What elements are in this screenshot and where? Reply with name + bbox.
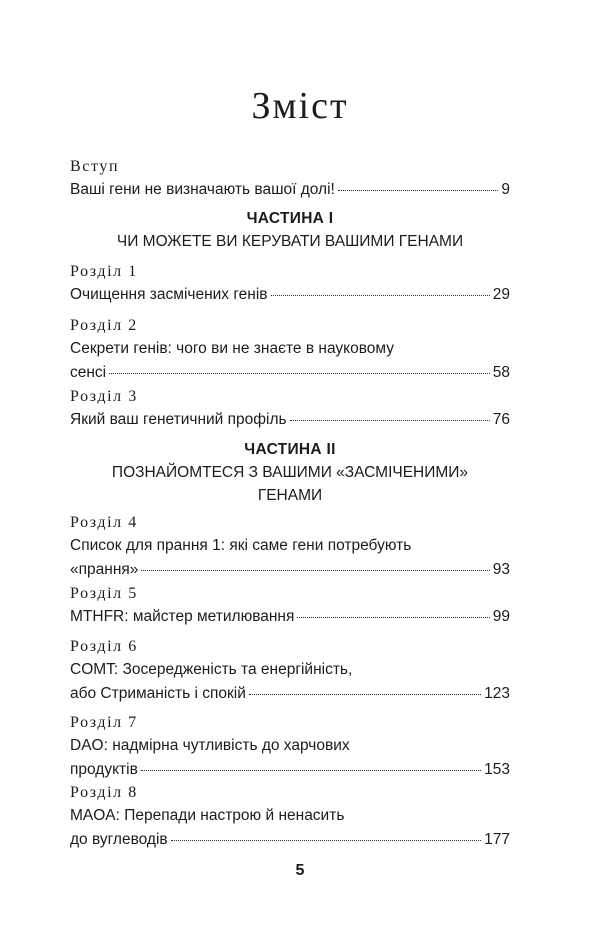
part-title-line: ЧИ МОЖЕТЕ ВИ КЕРУВАТИ ВАШИМИ ГЕНАМИ [116, 233, 464, 250]
part-title-line: ГЕНАМИ [257, 487, 323, 504]
entry-line [70, 283, 510, 307]
entry-page: 123 [484, 685, 510, 702]
entry-page: 177 [484, 831, 510, 848]
dot-leader [109, 373, 490, 374]
entry-line [70, 558, 510, 582]
entry-label: Розділ 3 [70, 388, 138, 405]
entry-text: Список для прання 1: які саме гени потребують [70, 537, 412, 554]
entry-line [70, 534, 510, 558]
entry-line [70, 758, 510, 782]
entry-page: 76 [492, 411, 510, 428]
page-number: 5 [295, 862, 305, 879]
entry-label: Розділ 2 [70, 317, 138, 334]
entry-line [70, 337, 510, 361]
entry-line [70, 408, 510, 432]
entry-text: або Стриманість і спокій [70, 685, 246, 702]
entry-line [70, 828, 510, 852]
toc-entry-chapter-7 [70, 712, 510, 782]
part-heading-1 [70, 207, 510, 253]
toc-entry-chapter-6 [70, 636, 510, 706]
entry-label: Розділ 6 [70, 638, 138, 655]
toc-entry-chapter-5 [70, 583, 510, 629]
entry-text: Очищення засмічених генів [70, 286, 268, 303]
entry-line [70, 804, 510, 828]
toc-entry-chapter-4 [70, 512, 510, 582]
entry-line [70, 178, 510, 202]
part-label: ЧАСТИНА ІІ [244, 441, 336, 458]
entry-text: MTHFR: майстер метилювання [70, 608, 295, 625]
entry-label: Вступ [70, 158, 120, 175]
entry-page: 58 [492, 364, 510, 381]
toc-entry-chapter-3 [70, 386, 510, 432]
entry-line [70, 734, 510, 758]
toc-entry-intro [70, 156, 510, 202]
entry-label: Розділ 7 [70, 714, 138, 731]
dot-leader [297, 617, 489, 618]
entry-label: Розділ 1 [70, 263, 138, 280]
entry-page: 99 [492, 608, 510, 625]
dot-leader [271, 295, 490, 296]
toc-entry-chapter-2 [70, 315, 510, 385]
entry-text: Який ваш генетичний профіль [70, 411, 287, 428]
entry-text: «прання» [70, 561, 139, 578]
entry-line [70, 682, 510, 706]
entry-line [70, 605, 510, 629]
entry-label: Розділ 5 [70, 585, 138, 602]
page-title: Зміст [251, 85, 349, 127]
toc-entry-chapter-1 [70, 261, 510, 307]
entry-text: MAOA: Перепади настрою й ненасить [70, 807, 345, 824]
entry-text: продуктів [70, 761, 138, 778]
entry-text: COMT: Зосередженість та енергійність, [70, 661, 353, 678]
entry-line [70, 361, 510, 385]
entry-text: DAO: надмірна чутливість до харчових [70, 737, 350, 754]
entry-line [70, 658, 510, 682]
entry-page: 29 [492, 286, 510, 303]
dot-leader [171, 840, 481, 841]
part-heading-2 [70, 438, 510, 507]
entry-page: 93 [492, 561, 510, 578]
entry-text: сенсі [70, 364, 107, 381]
entry-text: Секрети генів: чого ви не знаєте в науковому [70, 340, 394, 357]
part-label: ЧАСТИНА І [246, 210, 334, 227]
entry-label: Розділ 8 [70, 784, 138, 801]
dot-leader [141, 770, 481, 771]
entry-label: Розділ 4 [70, 514, 138, 531]
dot-leader [249, 694, 481, 695]
dot-leader [338, 190, 499, 191]
dot-leader [290, 420, 490, 421]
dot-leader [141, 570, 489, 571]
entry-page: 9 [501, 181, 510, 198]
entry-text: до вуглеводів [70, 831, 168, 848]
entry-text: Ваші гени не визначають вашої долі! [70, 181, 335, 198]
part-title-line: ПОЗНАЙОМТЕСЯ З ВАШИМИ «ЗАСМІЧЕНИМИ» [111, 464, 469, 481]
toc-entry-chapter-8 [70, 782, 510, 852]
entry-page: 153 [484, 761, 510, 778]
